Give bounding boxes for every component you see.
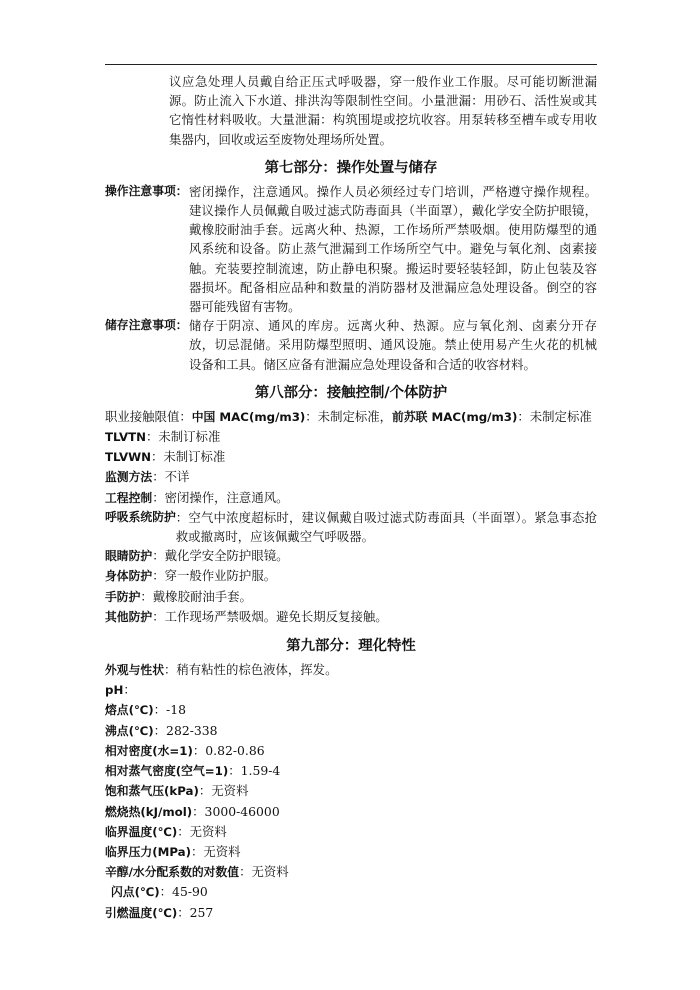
- vapor-pressure-label: 饱和蒸气压(kPa): [105, 784, 199, 799]
- tlvtn-row: [105, 427, 597, 447]
- vapor-density-label: 相对蒸气密度(空气=1): [105, 764, 229, 779]
- monitoring-row: [105, 467, 597, 487]
- other-protection-row: [105, 607, 597, 627]
- storage-label: 储存注意事项：: [105, 318, 188, 333]
- tlvtn-label: TLVTN: [105, 430, 146, 445]
- appearance-value: ：稍有粘性的棕色液体，挥发。: [164, 662, 338, 678]
- spill-response-paragraph: 议应急处理人员戴自给正压式呼吸器，穿一般作业工作服。尽可能切断泄漏源。防止流入下水道、排洪沟等限制性空间。小量泄漏：用砂石、活性炭或其它惰性材料吸收。大量泄漏：构筑围堤或挖坑收容。用泵转移至槽车或专用收集器内，回收或运至废物处理场所处置。: [169, 74, 597, 147]
- handling-text: 密闭操作，注意通风。操作人员必须经过专门培训，严格遵守操作规程。建议操作人员佩戴自吸过滤式防毒面具（半面罩），戴化学安全防护眼镜，戴橡胶耐油手套。远离火种、热源，工作场所严禁吸烟。使用防爆型的通风系统和设备。防止蒸气泄漏到工作场所空气中。避免与氧化剂、卤素接触。充装要控制流速，防止静电积聚。搬运时要轻装轻卸，防止包装及容器损坏。配备相应品种和数量的消防器材及泄漏应急处理设备。倒空的容器可能残留有害物。: [189, 183, 597, 315]
- hand-label: 手防护: [105, 589, 141, 604]
- density-label: 相对密度(水=1): [105, 743, 193, 758]
- combustion-label: 燃烧热(kJ/mol): [105, 804, 193, 819]
- density-value: ：0.82-0.86: [192, 742, 265, 758]
- china-mac-value: ：未制定标准，: [305, 408, 393, 424]
- combustion-value: ：3000-46000: [192, 803, 280, 819]
- tlvwn-value: ：未制订标准: [150, 449, 226, 465]
- critical-temp-label: 临界温度(℃): [105, 824, 178, 839]
- ph-value: ：: [123, 682, 136, 698]
- tlvwn-label: TLVWN: [105, 450, 151, 465]
- critical-pressure-value: ：无资料: [191, 843, 241, 859]
- flash-point-value: ：45-90: [159, 884, 208, 900]
- respiratory-label: 呼吸系统防护: [105, 509, 176, 524]
- engineering-value: ：密闭操作，注意通风。: [152, 489, 289, 505]
- density-row: [105, 741, 597, 761]
- respiratory-value: ：空气中浓度超标时，建议佩戴自吸过滤式防毒面具（半面罩）。紧急事态抢救或撤离时，应该佩戴空气呼吸器。: [175, 509, 597, 545]
- boiling-value: ：282-338: [153, 722, 218, 738]
- tlvwn-row: [105, 447, 597, 467]
- respiratory-row: [105, 508, 597, 546]
- flash-point-label: 闪点(℃): [111, 885, 160, 900]
- ussr-mac-label: 前苏联 MAC(mg/m3): [392, 409, 518, 424]
- section-7-title: 第七部分：操作处置与储存: [264, 159, 438, 176]
- vapor-density-value: ：1.59-4: [228, 763, 281, 779]
- vapor-density-row: [105, 761, 597, 781]
- other-label: 其他防护: [105, 609, 153, 624]
- melting-label: 熔点(℃): [105, 703, 154, 718]
- monitoring-label: 监测方法: [105, 470, 153, 485]
- ignition-value: ：257: [177, 904, 214, 920]
- storage-text: 储存于阴凉、通风的库房。远离火种、热源。应与氧化剂、卤素分开存放，切忌混储。采用防爆型照明、通风设施。禁止使用易产生火花的机械设备和工具。储区应备有泄漏应急处理设备和合适的收容材料。: [189, 318, 597, 372]
- eye-label: 眼睛防护: [105, 549, 153, 564]
- critical-temp-row: [105, 822, 597, 842]
- other-value: ：工作现场严禁吸烟。避免长期反复接触。: [152, 608, 388, 624]
- china-mac-label: 中国 MAC(mg/m3): [191, 409, 306, 424]
- melting-row: [105, 700, 597, 720]
- boiling-row: [105, 721, 597, 741]
- section-8-title: 第八部分：接触控制/个体防护: [254, 384, 448, 401]
- critical-pressure-label: 临界压力(MPa): [105, 844, 191, 859]
- handling-label: 操作注意事项：: [105, 183, 188, 198]
- hand-row: [105, 587, 597, 607]
- exposure-limits: [105, 407, 597, 427]
- melting-value: ：-18: [153, 702, 187, 718]
- vapor-pressure-row: [105, 781, 597, 801]
- engineering-label: 工程控制: [105, 490, 153, 505]
- ph-label: pH: [105, 683, 124, 698]
- handling-precautions: [105, 182, 597, 316]
- document-page: [105, 72, 597, 923]
- limits-prefix: 职业接触限值：: [105, 408, 192, 424]
- partition-value: ：无资料: [239, 864, 289, 880]
- ussr-mac-value: ：未制定标准: [517, 408, 592, 424]
- critical-pressure-row: [105, 842, 597, 862]
- flash-point-row: [105, 882, 597, 902]
- header-rule: [105, 64, 597, 65]
- vapor-pressure-value: ：无资料: [198, 783, 249, 799]
- body-label: 身体防护: [105, 569, 153, 584]
- ph-row: [105, 680, 597, 700]
- appearance-row: [105, 660, 597, 680]
- section-9-title: 第九部分：理化特性: [286, 638, 416, 655]
- hand-value: ：戴橡胶耐油手套。: [140, 588, 252, 604]
- ignition-label: 引燃温度(℃): [105, 905, 178, 920]
- eye-value: ：戴化学安全防护眼镜。: [152, 548, 289, 564]
- critical-temp-value: ：无资料: [177, 823, 227, 839]
- eye-row: [105, 546, 597, 566]
- tlvtn-value: ：未制订标准: [146, 429, 221, 445]
- appearance-label: 外观与性状: [105, 663, 164, 678]
- body-row: [105, 566, 597, 586]
- ignition-row: [105, 903, 597, 923]
- monitoring-value: ：不详: [152, 469, 190, 485]
- body-value: ：穿一般作业防护服。: [152, 568, 277, 584]
- storage-precautions: [105, 316, 597, 374]
- boiling-label: 沸点(℃): [105, 723, 154, 738]
- partition-row: [105, 862, 597, 882]
- engineering-row: [105, 488, 597, 508]
- partition-label: 辛醇/水分配系数的对数值: [105, 865, 240, 880]
- combustion-row: [105, 802, 597, 822]
